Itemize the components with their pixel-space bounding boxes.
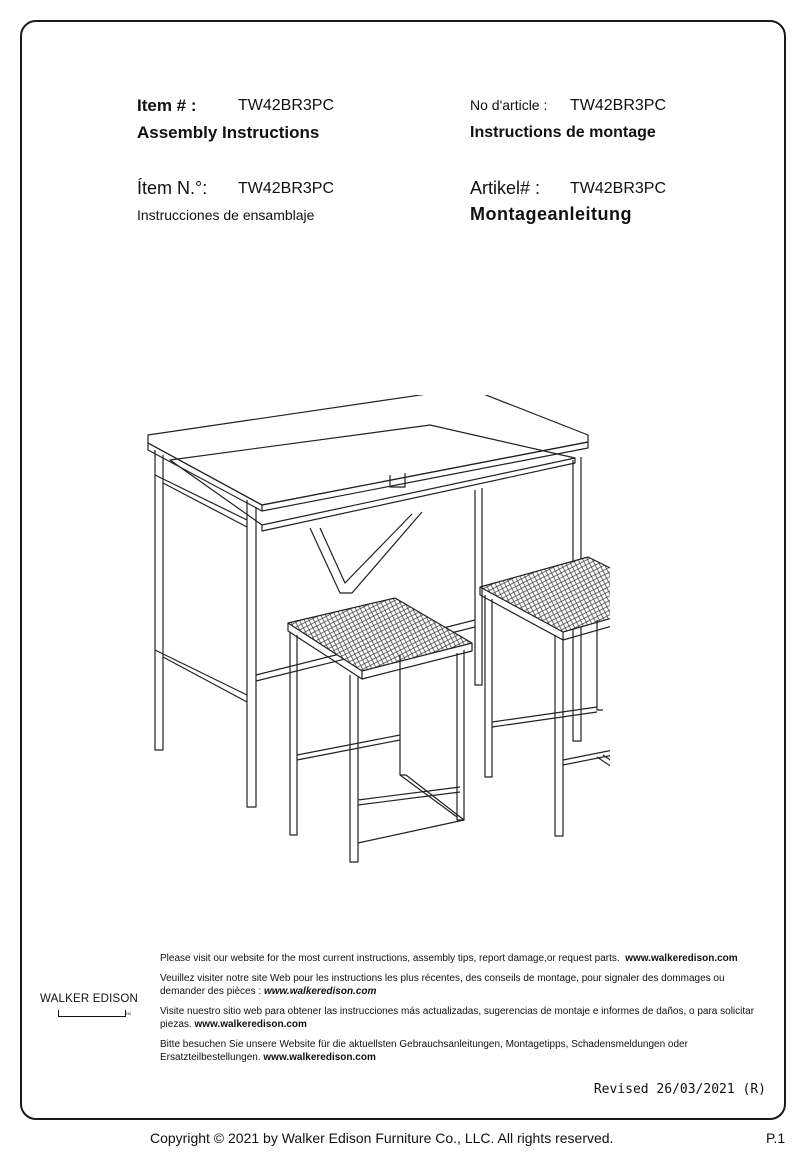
es-item-label: Ítem N.°: [137, 178, 208, 198]
de-item-label: Artikel# : [470, 178, 541, 198]
notice-fr [160, 973, 766, 998]
de-item-value: TW42BR3PC [570, 180, 667, 197]
copyright-notice: Copyright © 2021 by Walker Edison Furniture Co., LLC. All rights reserved. [150, 1130, 614, 1146]
notice-en-url[interactable]: www.walkeredison.com [625, 953, 738, 964]
logo-tm: TM [125, 1011, 131, 1016]
en-item-label: Item # : [137, 96, 197, 115]
en-item-value: TW42BR3PC [238, 97, 335, 114]
walker-edison-logo: WALKER EDISON [40, 993, 139, 1005]
es-title: Instrucciones de ensamblaje [137, 207, 315, 223]
de-title: Montageanleitung [470, 204, 632, 224]
notice-de-url[interactable]: www.walkeredison.com [263, 1051, 376, 1063]
notice-es-url[interactable]: www.walkeredison.com [194, 1018, 307, 1030]
fr-title: Instructions de montage [470, 124, 656, 141]
es-item-value: TW42BR3PC [238, 180, 335, 197]
revised-date: Revised 26/03/2021 (R) [593, 1082, 766, 1097]
notice-en-text: Please visit our website for the most current instructions, assembly tips, report damage,or request parts. [160, 953, 620, 964]
notice-es-text: Visite nuestro sitio web para obtener las instrucciones más actualizadas, sugerencias de montaje e informes de daños, o para solicitar piezas. [160, 1006, 755, 1030]
page-number: P.1 [766, 1130, 786, 1146]
notice-fr-text: Veuillez visiter notre site Web pour les instructions les plus récentes, des conseils de montage, pour signaler des dommages ou demander des pièces : [160, 973, 725, 997]
en-title: Assembly Instructions [137, 123, 320, 142]
fr-item-value: TW42BR3PC [570, 97, 667, 114]
fr-item-label: No d'article : [470, 97, 548, 113]
product-illustration [130, 395, 610, 875]
notice-es [160, 1006, 766, 1031]
logo-underline [58, 1010, 126, 1017]
notice-de-text: Bitte besuchen Sie unsere Website für die aktuellsten Gebrauchsanleitungen, Montagetipps, Schadensmeldungen oder Ersatzteilbestellungen. [160, 1039, 688, 1063]
notice-en [160, 953, 766, 966]
notice-de [160, 1039, 766, 1064]
notice-fr-url[interactable]: www.walkeredison.com [263, 985, 377, 997]
